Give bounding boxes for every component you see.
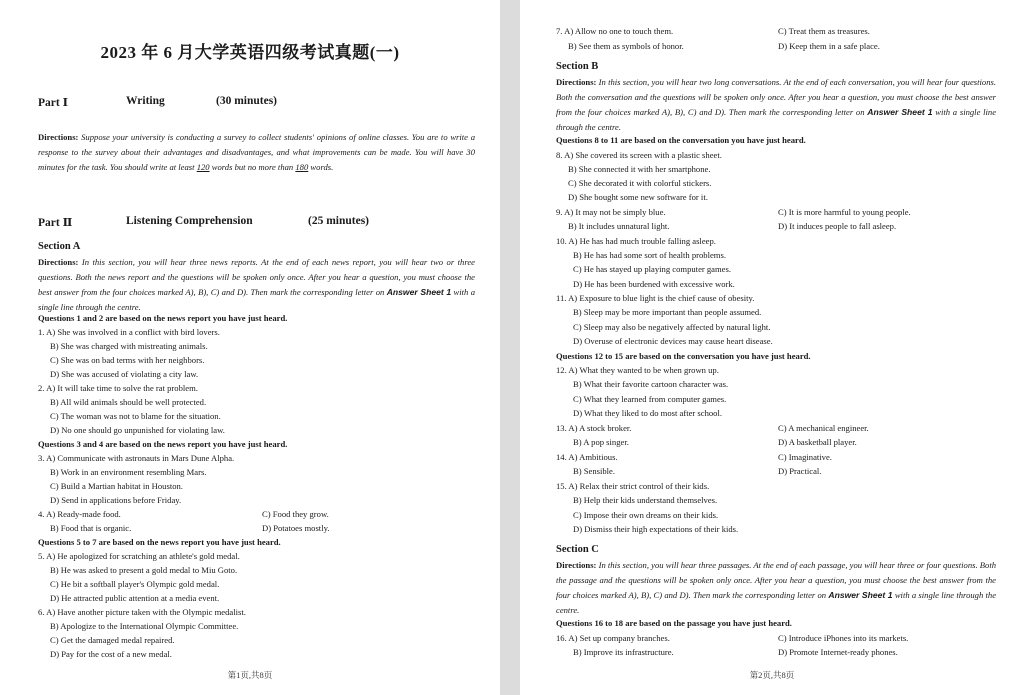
question-option: D) He attracted public attention at a media event. bbox=[50, 593, 220, 603]
question-group-header: Questions 5 to 7 are based on the news report you have just heard. bbox=[38, 537, 281, 547]
directions-lead: Directions: bbox=[556, 77, 597, 87]
page-1 bbox=[0, 0, 500, 695]
directions-text: words but no more than bbox=[209, 162, 296, 172]
directions-text: In this section, you will hear two long conversations. At the end of each conversation, you will hear four questions. Both the conversation and the questions will be spoken only once. After you hear a question, you must choose the best answer from the four choices marked A), B), C) and D). Then mark the corresponding letter on bbox=[556, 77, 996, 117]
answer-sheet-ref: Answer Sheet 1 bbox=[828, 590, 893, 600]
min-words: 120 bbox=[196, 162, 210, 172]
question-option: 11. A) Exposure to blue light is the chief cause of obesity. bbox=[556, 293, 755, 303]
section-a-heading: Section A bbox=[38, 241, 81, 252]
question-option: 14. A) Ambitious. bbox=[556, 452, 618, 462]
part-name: Writing bbox=[126, 95, 165, 107]
question-option: B) He has had some sort of health problems. bbox=[573, 250, 726, 260]
question-option: D) What they liked to do most after school. bbox=[573, 408, 723, 418]
section-b-heading: Section B bbox=[556, 61, 599, 72]
directions-text: Suppose your university is conducting a survey to collect students' opinions of online classes. You are to write a response to the survey about their advantages and disadvantages, and what improvements can be made. You will have 30 minutes for the task. You should write at least bbox=[38, 132, 475, 172]
question-option: C) Impose their own dreams on their kids. bbox=[573, 510, 719, 520]
question-option: C) It is more harmful to young people. bbox=[778, 207, 911, 217]
part-time: (25 minutes) bbox=[308, 215, 370, 227]
directions-text: In this section, you will hear three news reports. At the end of each news report, you will hear two or three questions. Both the news report and the questions will be spoken only once. After you hear a question, you must choose the best answer from the four choices marked A), B), C) and D). Then mark the corresponding letter on bbox=[38, 257, 475, 297]
directions-text: with a single line through the centre. bbox=[38, 287, 476, 312]
question-option: C) Treat them as treasures. bbox=[778, 26, 870, 36]
question-group-header: Questions 16 to 18 are based on the passage you have just heard. bbox=[556, 618, 792, 628]
section-a-directions bbox=[38, 255, 475, 315]
question-option: D) Keep them in a safe place. bbox=[778, 41, 880, 51]
question-option: 7. A) Allow no one to touch them. bbox=[556, 26, 674, 36]
question-option: B) She was charged with mistreating animals. bbox=[50, 341, 208, 351]
question-group-header: Questions 8 to 11 are based on the conversation you have just heard. bbox=[556, 135, 806, 145]
question-option: D) Pay for the cost of a new medal. bbox=[50, 649, 172, 659]
question-option: B) It includes unnatural light. bbox=[568, 221, 670, 231]
answer-sheet-ref: Answer Sheet 1 bbox=[386, 287, 452, 297]
question-option: B) Sensible. bbox=[573, 466, 616, 476]
directions-lead: Directions: bbox=[38, 257, 79, 267]
question-option: D) She bought some new software for it. bbox=[568, 192, 708, 202]
section-c-directions bbox=[556, 558, 996, 618]
question-option: D) Promote Internet-ready phones. bbox=[778, 647, 898, 657]
question-option: C) Get the damaged medal repaired. bbox=[50, 635, 175, 645]
question-option: B) She connected it with her smartphone. bbox=[568, 164, 711, 174]
question-option: C) Sleep may also be negatively affected by natural light. bbox=[573, 322, 771, 332]
question-option: D) A basketball player. bbox=[778, 437, 857, 447]
question-option: D) Overuse of electronic devices may cause heart disease. bbox=[573, 336, 773, 346]
question-option: C) Food they grow. bbox=[262, 509, 329, 519]
directions-text: with a single line through the centre. bbox=[556, 590, 997, 615]
question-option: C) Imaginative. bbox=[778, 452, 832, 462]
question-option: 15. A) Relax their strict control of their kids. bbox=[556, 481, 710, 491]
part-label: Part Ⅱ bbox=[38, 217, 73, 229]
question-option: 6. A) Have another picture taken with the Olympic medalist. bbox=[38, 607, 246, 617]
question-option: C) Introduce iPhones into its markets. bbox=[778, 633, 909, 643]
question-option: B) Work in an environment resembling Mars. bbox=[50, 467, 207, 477]
question-option: 5. A) He apologized for scratching an athlete's gold medal. bbox=[38, 551, 240, 561]
question-option: C) He has stayed up playing computer games. bbox=[573, 264, 731, 274]
page-number: 第1页,共8页 bbox=[227, 670, 273, 680]
question-option: B) Help their kids understand themselves. bbox=[573, 495, 718, 505]
question-option: D) It induces people to fall asleep. bbox=[778, 221, 897, 231]
question-option: 3. A) Communicate with astronauts in Mars Dune Alpha. bbox=[38, 453, 235, 463]
exam-title: 2023 年 6 月大学英语四级考试真题(一) bbox=[100, 43, 400, 62]
answer-sheet-ref: Answer Sheet 1 bbox=[867, 107, 933, 117]
question-option: B) What their favorite cartoon character was. bbox=[573, 379, 729, 389]
question-option: C) The woman was not to blame for the situation. bbox=[50, 411, 221, 421]
part-label: Part Ⅰ bbox=[38, 97, 68, 109]
question-option: 12. A) What they wanted to be when grown up. bbox=[556, 365, 719, 375]
directions-text: words. bbox=[308, 162, 334, 172]
page-gutter bbox=[500, 0, 520, 695]
question-option: 2. A) It will take time to solve the rat problem. bbox=[38, 383, 198, 393]
question-option: B) He was asked to present a gold medal to Miu Goto. bbox=[50, 565, 238, 575]
writing-directions bbox=[38, 130, 475, 175]
page-number: 第2页,共8页 bbox=[749, 670, 795, 680]
question-group-header: Questions 12 to 15 are based on the conversation you have just heard. bbox=[556, 351, 811, 361]
question-option: D) He has been burdened with excessive work. bbox=[573, 279, 735, 289]
directions-lead: Directions: bbox=[38, 132, 79, 142]
directions-text: with a single line through the centre. bbox=[556, 107, 997, 132]
page-2 bbox=[520, 0, 1024, 695]
question-option: B) Improve its infrastructure. bbox=[573, 647, 674, 657]
part-name: Listening Comprehension bbox=[126, 215, 253, 227]
question-option: 13. A) A stock broker. bbox=[556, 423, 632, 433]
question-option: B) Sleep may be more important than people assumed. bbox=[573, 307, 762, 317]
question-option: D) She was accused of violating a city law. bbox=[50, 369, 199, 379]
directions-lead: Directions: bbox=[556, 560, 597, 570]
question-option: B) See them as symbols of honor. bbox=[568, 41, 684, 51]
question-option: 10. A) He has had much trouble falling asleep. bbox=[556, 236, 716, 246]
question-option: B) Apologize to the International Olympic Committee. bbox=[50, 621, 239, 631]
question-option: D) Dismiss their high expectations of their kids. bbox=[573, 524, 739, 534]
section-c-heading: Section C bbox=[556, 544, 599, 555]
section-b-directions bbox=[556, 75, 996, 135]
question-option: D) Send in applications before Friday. bbox=[50, 495, 182, 505]
question-option: 1. A) She was involved in a conflict with bird lovers. bbox=[38, 327, 220, 337]
question-option: C) He bit a softball player's Olympic gold medal. bbox=[50, 579, 220, 589]
question-option: D) Practical. bbox=[778, 466, 822, 476]
question-option: 16. A) Set up company branches. bbox=[556, 633, 670, 643]
question-option: C) She decorated it with colorful stickers. bbox=[568, 178, 712, 188]
question-group-header: Questions 3 and 4 are based on the news report you have just heard. bbox=[38, 439, 288, 449]
question-option: 8. A) She covered its screen with a plastic sheet. bbox=[556, 150, 722, 160]
question-option: C) Build a Martian habitat in Houston. bbox=[50, 481, 183, 491]
question-option: D) Potatoes mostly. bbox=[262, 523, 330, 533]
question-option: B) A pop singer. bbox=[573, 437, 629, 447]
part-time: (30 minutes) bbox=[216, 95, 278, 107]
max-words: 180 bbox=[295, 162, 309, 172]
question-option: C) What they learned from computer games. bbox=[573, 394, 727, 404]
question-group-header: Questions 1 and 2 are based on the news report you have just heard. bbox=[38, 313, 288, 323]
directions-text: In this section, you will hear three passages. At the end of each passage, you will hear three or four questions. Both the passage and the questions will be spoken only once. After you hear a question, you must choose the best answer from the four choices marked A), B), C) and D). Then mark the corresponding letter on bbox=[556, 560, 996, 600]
question-option: C) She was on bad terms with her neighbors. bbox=[50, 355, 205, 365]
question-option: D) No one should go unpunished for violating law. bbox=[50, 425, 225, 435]
question-option: B) Food that is organic. bbox=[50, 523, 132, 533]
question-option: 4. A) Ready-made food. bbox=[38, 509, 121, 519]
question-option: 9. A) It may not be simply blue. bbox=[556, 207, 666, 217]
question-option: B) All wild animals should be well protected. bbox=[50, 397, 207, 407]
question-option: C) A mechanical engineer. bbox=[778, 423, 869, 433]
